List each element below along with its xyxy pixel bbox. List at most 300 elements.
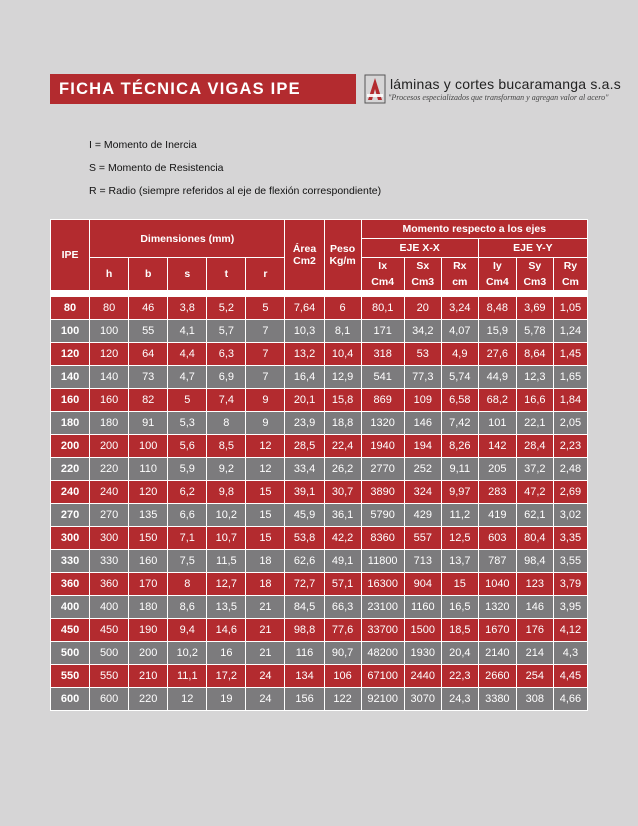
table-cell: 14,6 bbox=[207, 619, 246, 642]
table-cell: 92100 bbox=[361, 688, 404, 711]
table-cell: 53 bbox=[404, 343, 441, 366]
area-label: Área bbox=[292, 243, 317, 255]
table-row bbox=[51, 550, 588, 573]
ipe-size-cell: 80 bbox=[51, 297, 90, 320]
table-cell: 21 bbox=[246, 642, 285, 665]
table-cell: 1,84 bbox=[553, 389, 587, 412]
table-cell: 23100 bbox=[361, 596, 404, 619]
definitions bbox=[89, 138, 381, 207]
ipe-size-cell: 550 bbox=[51, 665, 90, 688]
table-cell: 11800 bbox=[361, 550, 404, 573]
table-cell: 15 bbox=[441, 573, 478, 596]
axis-col-header bbox=[404, 258, 441, 291]
table-cell: 48200 bbox=[361, 642, 404, 665]
table-cell: 4,12 bbox=[553, 619, 587, 642]
table-cell: 23,9 bbox=[285, 412, 324, 435]
table-cell: 254 bbox=[516, 665, 553, 688]
table-cell: 46 bbox=[129, 297, 168, 320]
table-cell: 4,4 bbox=[168, 343, 207, 366]
definition-inertia: I = Momento de Inercia bbox=[89, 139, 197, 151]
ipe-size-cell: 330 bbox=[51, 550, 90, 573]
table-cell: 9,97 bbox=[441, 481, 478, 504]
table-cell: 18,5 bbox=[441, 619, 478, 642]
table-cell: 37,2 bbox=[516, 458, 553, 481]
table-cell: 13,2 bbox=[285, 343, 324, 366]
table-cell: 16,5 bbox=[441, 596, 478, 619]
table-cell: 80,4 bbox=[516, 527, 553, 550]
table-cell: 19 bbox=[207, 688, 246, 711]
axis-col-header bbox=[553, 258, 587, 291]
table-cell: 214 bbox=[516, 642, 553, 665]
table-cell: 12 bbox=[168, 688, 207, 711]
table-cell: 4,45 bbox=[553, 665, 587, 688]
table-cell: 200 bbox=[129, 642, 168, 665]
axis-col-unit: Cm4 bbox=[485, 276, 509, 288]
table-cell: 205 bbox=[478, 458, 516, 481]
table-cell: 55 bbox=[129, 320, 168, 343]
table-cell: 9,8 bbox=[207, 481, 246, 504]
table-cell: 10,7 bbox=[207, 527, 246, 550]
table-cell: 16 bbox=[207, 642, 246, 665]
table-cell: 16300 bbox=[361, 573, 404, 596]
table-cell: 308 bbox=[516, 688, 553, 711]
table-cell: 7 bbox=[246, 320, 285, 343]
table-cell: 4,9 bbox=[441, 343, 478, 366]
table-cell: 135 bbox=[129, 504, 168, 527]
table-cell: 120 bbox=[90, 343, 129, 366]
axis-col-name: Ix bbox=[378, 260, 388, 272]
dim-col-header: t bbox=[207, 258, 246, 291]
table-cell: 190 bbox=[129, 619, 168, 642]
table-cell: 24 bbox=[246, 665, 285, 688]
table-cell: 20 bbox=[404, 297, 441, 320]
table-cell: 18,8 bbox=[324, 412, 361, 435]
table-cell: 713 bbox=[404, 550, 441, 573]
table-cell: 318 bbox=[361, 343, 404, 366]
ipe-specs-table bbox=[50, 219, 588, 711]
axis-col-unit: Cm4 bbox=[371, 276, 395, 288]
table-cell: 98,4 bbox=[516, 550, 553, 573]
table-row bbox=[51, 619, 588, 642]
table-row bbox=[51, 504, 588, 527]
table-cell: 1320 bbox=[361, 412, 404, 435]
table-cell: 11,2 bbox=[441, 504, 478, 527]
table-cell: 21 bbox=[246, 596, 285, 619]
table-cell: 252 bbox=[404, 458, 441, 481]
table-cell: 116 bbox=[285, 642, 324, 665]
dim-col-header: s bbox=[168, 258, 207, 291]
table-cell: 171 bbox=[361, 320, 404, 343]
table-cell: 170 bbox=[129, 573, 168, 596]
table-cell: 12 bbox=[246, 435, 285, 458]
table-cell: 21 bbox=[246, 619, 285, 642]
table-cell: 270 bbox=[90, 504, 129, 527]
table-cell: 53,8 bbox=[285, 527, 324, 550]
table-cell: 8,64 bbox=[516, 343, 553, 366]
table-cell: 72,7 bbox=[285, 573, 324, 596]
table-cell: 7,1 bbox=[168, 527, 207, 550]
dim-col-header: r bbox=[246, 258, 285, 291]
table-cell: 429 bbox=[404, 504, 441, 527]
ipe-size-cell: 300 bbox=[51, 527, 90, 550]
table-cell: 39,1 bbox=[285, 481, 324, 504]
table-cell: 10,3 bbox=[285, 320, 324, 343]
table-cell: 7,4 bbox=[207, 389, 246, 412]
definition-resistance: S = Momento de Resistencia bbox=[89, 162, 224, 174]
table-cell: 80 bbox=[90, 297, 129, 320]
table-cell: 8,6 bbox=[168, 596, 207, 619]
table-cell: 27,6 bbox=[478, 343, 516, 366]
table-cell: 6,3 bbox=[207, 343, 246, 366]
table-cell: 300 bbox=[90, 527, 129, 550]
table-cell: 904 bbox=[404, 573, 441, 596]
axis-col-header bbox=[441, 258, 478, 291]
table-cell: 146 bbox=[516, 596, 553, 619]
table-cell: 66,3 bbox=[324, 596, 361, 619]
table-row bbox=[51, 343, 588, 366]
axis-col-name: Rx bbox=[453, 260, 467, 272]
table-cell: 180 bbox=[90, 412, 129, 435]
table-cell: 180 bbox=[129, 596, 168, 619]
table-cell: 11,5 bbox=[207, 550, 246, 573]
table-cell: 15,9 bbox=[478, 320, 516, 343]
table-cell: 5790 bbox=[361, 504, 404, 527]
axis-col-unit: Cm3 bbox=[523, 276, 547, 288]
ipe-size-cell: 200 bbox=[51, 435, 90, 458]
table-cell: 120 bbox=[129, 481, 168, 504]
table-cell: 400 bbox=[90, 596, 129, 619]
table-cell: 787 bbox=[478, 550, 516, 573]
table-row bbox=[51, 412, 588, 435]
table-cell: 13,5 bbox=[207, 596, 246, 619]
table-cell: 33700 bbox=[361, 619, 404, 642]
table-cell: 603 bbox=[478, 527, 516, 550]
table-cell: 28,4 bbox=[516, 435, 553, 458]
table-cell: 5,78 bbox=[516, 320, 553, 343]
table-cell: 557 bbox=[404, 527, 441, 550]
logo-mark-icon bbox=[364, 74, 386, 104]
table-cell: 82 bbox=[129, 389, 168, 412]
table-cell: 9 bbox=[246, 389, 285, 412]
table-cell: 109 bbox=[404, 389, 441, 412]
table-cell: 3,24 bbox=[441, 297, 478, 320]
table-cell: 134 bbox=[285, 665, 324, 688]
table-cell: 9,2 bbox=[207, 458, 246, 481]
table-cell: 2,69 bbox=[553, 481, 587, 504]
table-cell: 1670 bbox=[478, 619, 516, 642]
table-cell: 4,3 bbox=[553, 642, 587, 665]
table-cell: 17,2 bbox=[207, 665, 246, 688]
table-cell: 123 bbox=[516, 573, 553, 596]
table-cell: 330 bbox=[90, 550, 129, 573]
table-row bbox=[51, 665, 588, 688]
table-cell: 22,1 bbox=[516, 412, 553, 435]
table-cell: 1,65 bbox=[553, 366, 587, 389]
table-cell: 122 bbox=[324, 688, 361, 711]
ipe-size-cell: 450 bbox=[51, 619, 90, 642]
table-cell: 24,3 bbox=[441, 688, 478, 711]
table-cell: 8,48 bbox=[478, 297, 516, 320]
ipe-size-cell: 160 bbox=[51, 389, 90, 412]
table-cell: 110 bbox=[129, 458, 168, 481]
axis-col-header bbox=[516, 258, 553, 291]
table-cell: 84,5 bbox=[285, 596, 324, 619]
table-cell: 15 bbox=[246, 504, 285, 527]
table-cell: 12,3 bbox=[516, 366, 553, 389]
table-cell: 2440 bbox=[404, 665, 441, 688]
table-cell: 7,64 bbox=[285, 297, 324, 320]
table-cell: 45,9 bbox=[285, 504, 324, 527]
ipe-size-cell: 180 bbox=[51, 412, 90, 435]
ipe-size-cell: 500 bbox=[51, 642, 90, 665]
axis-col-unit: Cm bbox=[561, 276, 579, 288]
table-cell: 10,2 bbox=[168, 642, 207, 665]
table-cell: 18 bbox=[246, 573, 285, 596]
table-cell: 106 bbox=[324, 665, 361, 688]
table-cell: 1,45 bbox=[553, 343, 587, 366]
table-cell: 91 bbox=[129, 412, 168, 435]
table-cell: 20,4 bbox=[441, 642, 478, 665]
table-row bbox=[51, 573, 588, 596]
table-cell: 324 bbox=[404, 481, 441, 504]
table-cell: 1040 bbox=[478, 573, 516, 596]
moment-header: Momento respecto a los ejes bbox=[361, 220, 587, 239]
table-cell: 4,07 bbox=[441, 320, 478, 343]
ipe-size-cell: 600 bbox=[51, 688, 90, 711]
axis-x-header: EJE X-X bbox=[361, 239, 478, 258]
table-cell: 8 bbox=[168, 573, 207, 596]
company-logo bbox=[364, 74, 621, 108]
table-cell: 600 bbox=[90, 688, 129, 711]
table-cell: 100 bbox=[90, 320, 129, 343]
ipe-header: IPE bbox=[51, 220, 90, 291]
table-cell: 160 bbox=[129, 550, 168, 573]
table-cell: 12,9 bbox=[324, 366, 361, 389]
dimensions-header: Dimensiones (mm) bbox=[90, 220, 285, 258]
table-cell: 33,4 bbox=[285, 458, 324, 481]
area-header bbox=[285, 220, 324, 291]
axis-col-unit: Cm3 bbox=[411, 276, 435, 288]
page-title-banner bbox=[50, 74, 356, 104]
table-cell: 1320 bbox=[478, 596, 516, 619]
table-cell: 5,9 bbox=[168, 458, 207, 481]
table-cell: 15,8 bbox=[324, 389, 361, 412]
table-cell: 6,9 bbox=[207, 366, 246, 389]
ipe-size-cell: 220 bbox=[51, 458, 90, 481]
axis-col-unit: cm bbox=[452, 276, 468, 288]
table-cell: 240 bbox=[90, 481, 129, 504]
peso-header bbox=[324, 220, 361, 291]
table-cell: 26,2 bbox=[324, 458, 361, 481]
table-cell: 24 bbox=[246, 688, 285, 711]
table-body bbox=[51, 297, 588, 711]
table-row bbox=[51, 481, 588, 504]
table-cell: 450 bbox=[90, 619, 129, 642]
table-cell: 3890 bbox=[361, 481, 404, 504]
table-cell: 16,4 bbox=[285, 366, 324, 389]
table-cell: 100 bbox=[129, 435, 168, 458]
peso-unit: Kg/m bbox=[329, 255, 356, 267]
table-cell: 550 bbox=[90, 665, 129, 688]
table-cell: 6 bbox=[324, 297, 361, 320]
table-cell: 20,1 bbox=[285, 389, 324, 412]
axis-col-name: Iy bbox=[492, 260, 502, 272]
table-cell: 15 bbox=[246, 527, 285, 550]
table-cell: 869 bbox=[361, 389, 404, 412]
table-cell: 80,1 bbox=[361, 297, 404, 320]
table-cell: 3070 bbox=[404, 688, 441, 711]
table-cell: 77,6 bbox=[324, 619, 361, 642]
table-cell: 4,7 bbox=[168, 366, 207, 389]
table-cell: 1,05 bbox=[553, 297, 587, 320]
table-cell: 220 bbox=[129, 688, 168, 711]
table-cell: 2660 bbox=[478, 665, 516, 688]
table-cell: 1,24 bbox=[553, 320, 587, 343]
table-cell: 10,2 bbox=[207, 504, 246, 527]
table-cell: 146 bbox=[404, 412, 441, 435]
table-cell: 1500 bbox=[404, 619, 441, 642]
table-cell: 6,58 bbox=[441, 389, 478, 412]
table-cell: 419 bbox=[478, 504, 516, 527]
table-cell: 4,1 bbox=[168, 320, 207, 343]
table-row bbox=[51, 366, 588, 389]
table-cell: 18 bbox=[246, 550, 285, 573]
table-cell: 2770 bbox=[361, 458, 404, 481]
table-cell: 64 bbox=[129, 343, 168, 366]
table-cell: 7 bbox=[246, 366, 285, 389]
table-cell: 5,2 bbox=[207, 297, 246, 320]
ipe-size-cell: 120 bbox=[51, 343, 90, 366]
table-cell: 9,11 bbox=[441, 458, 478, 481]
table-row bbox=[51, 297, 588, 320]
table-cell: 11,1 bbox=[168, 665, 207, 688]
table-cell: 7,42 bbox=[441, 412, 478, 435]
table-cell: 210 bbox=[129, 665, 168, 688]
table-cell: 220 bbox=[90, 458, 129, 481]
table-cell: 6,2 bbox=[168, 481, 207, 504]
axis-y-header: EJE Y-Y bbox=[478, 239, 587, 258]
table-cell: 77,3 bbox=[404, 366, 441, 389]
table-cell: 283 bbox=[478, 481, 516, 504]
table-cell: 3,35 bbox=[553, 527, 587, 550]
ipe-size-cell: 400 bbox=[51, 596, 90, 619]
peso-label: Peso bbox=[330, 243, 356, 255]
ipe-size-cell: 240 bbox=[51, 481, 90, 504]
table-row bbox=[51, 527, 588, 550]
table-cell: 28,5 bbox=[285, 435, 324, 458]
table-cell: 9,4 bbox=[168, 619, 207, 642]
table-row bbox=[51, 389, 588, 412]
table-cell: 2,48 bbox=[553, 458, 587, 481]
table-cell: 541 bbox=[361, 366, 404, 389]
table-cell: 8,26 bbox=[441, 435, 478, 458]
table-cell: 3,69 bbox=[516, 297, 553, 320]
table-cell: 1930 bbox=[404, 642, 441, 665]
table-row bbox=[51, 458, 588, 481]
axis-col-header bbox=[361, 258, 404, 291]
table-cell: 1940 bbox=[361, 435, 404, 458]
table-cell: 176 bbox=[516, 619, 553, 642]
table-cell: 5,74 bbox=[441, 366, 478, 389]
table-cell: 10,4 bbox=[324, 343, 361, 366]
table-cell: 2140 bbox=[478, 642, 516, 665]
table-cell: 68,2 bbox=[478, 389, 516, 412]
table-cell: 4,66 bbox=[553, 688, 587, 711]
table-row bbox=[51, 688, 588, 711]
table-cell: 3,55 bbox=[553, 550, 587, 573]
table-cell: 2,23 bbox=[553, 435, 587, 458]
table-cell: 42,2 bbox=[324, 527, 361, 550]
table-cell: 7 bbox=[246, 343, 285, 366]
table-cell: 16,6 bbox=[516, 389, 553, 412]
table-cell: 15 bbox=[246, 481, 285, 504]
table-cell: 62,1 bbox=[516, 504, 553, 527]
table-cell: 5 bbox=[246, 297, 285, 320]
table-cell: 3,02 bbox=[553, 504, 587, 527]
page-title: FICHA TÉCNICA VIGAS IPE bbox=[59, 80, 301, 98]
table-cell: 200 bbox=[90, 435, 129, 458]
table-row bbox=[51, 642, 588, 665]
table-cell: 5,6 bbox=[168, 435, 207, 458]
ipe-size-cell: 270 bbox=[51, 504, 90, 527]
table-cell: 140 bbox=[90, 366, 129, 389]
table-cell: 5 bbox=[168, 389, 207, 412]
table-cell: 12,7 bbox=[207, 573, 246, 596]
table-cell: 500 bbox=[90, 642, 129, 665]
table-cell: 36,1 bbox=[324, 504, 361, 527]
table-cell: 3,8 bbox=[168, 297, 207, 320]
dim-col-header: b bbox=[129, 258, 168, 291]
table-cell: 9 bbox=[246, 412, 285, 435]
table-cell: 8,1 bbox=[324, 320, 361, 343]
dim-col-header: h bbox=[90, 258, 129, 291]
definition-radius: R = Radio (siempre referidos al eje de flexión correspondiente) bbox=[89, 185, 382, 197]
ipe-size-cell: 100 bbox=[51, 320, 90, 343]
axis-col-name: Sx bbox=[416, 260, 430, 272]
ipe-size-cell: 140 bbox=[51, 366, 90, 389]
table-cell: 34,2 bbox=[404, 320, 441, 343]
table-cell: 5,3 bbox=[168, 412, 207, 435]
table-cell: 3,79 bbox=[553, 573, 587, 596]
axis-col-header bbox=[478, 258, 516, 291]
company-slogan: "Procesos especializados que transforman y agregan valor al acero" bbox=[388, 93, 609, 102]
table-cell: 30,7 bbox=[324, 481, 361, 504]
table-cell: 12 bbox=[246, 458, 285, 481]
table-cell: 160 bbox=[90, 389, 129, 412]
ipe-size-cell: 360 bbox=[51, 573, 90, 596]
company-name: láminas y cortes bucaramanga s.a.s bbox=[390, 76, 621, 92]
table-cell: 57,1 bbox=[324, 573, 361, 596]
table-cell: 3,95 bbox=[553, 596, 587, 619]
table-cell: 44,9 bbox=[478, 366, 516, 389]
table-cell: 98,8 bbox=[285, 619, 324, 642]
table-cell: 3380 bbox=[478, 688, 516, 711]
axis-col-name: Sy bbox=[528, 260, 542, 272]
table-cell: 156 bbox=[285, 688, 324, 711]
table-cell: 12,5 bbox=[441, 527, 478, 550]
table-cell: 8360 bbox=[361, 527, 404, 550]
table-cell: 67100 bbox=[361, 665, 404, 688]
table-cell: 90,7 bbox=[324, 642, 361, 665]
table-cell: 2,05 bbox=[553, 412, 587, 435]
table-cell: 13,7 bbox=[441, 550, 478, 573]
area-unit: Cm2 bbox=[293, 255, 316, 267]
table-cell: 22,3 bbox=[441, 665, 478, 688]
table-cell: 22,4 bbox=[324, 435, 361, 458]
table-row bbox=[51, 435, 588, 458]
table-cell: 8,5 bbox=[207, 435, 246, 458]
table-cell: 150 bbox=[129, 527, 168, 550]
